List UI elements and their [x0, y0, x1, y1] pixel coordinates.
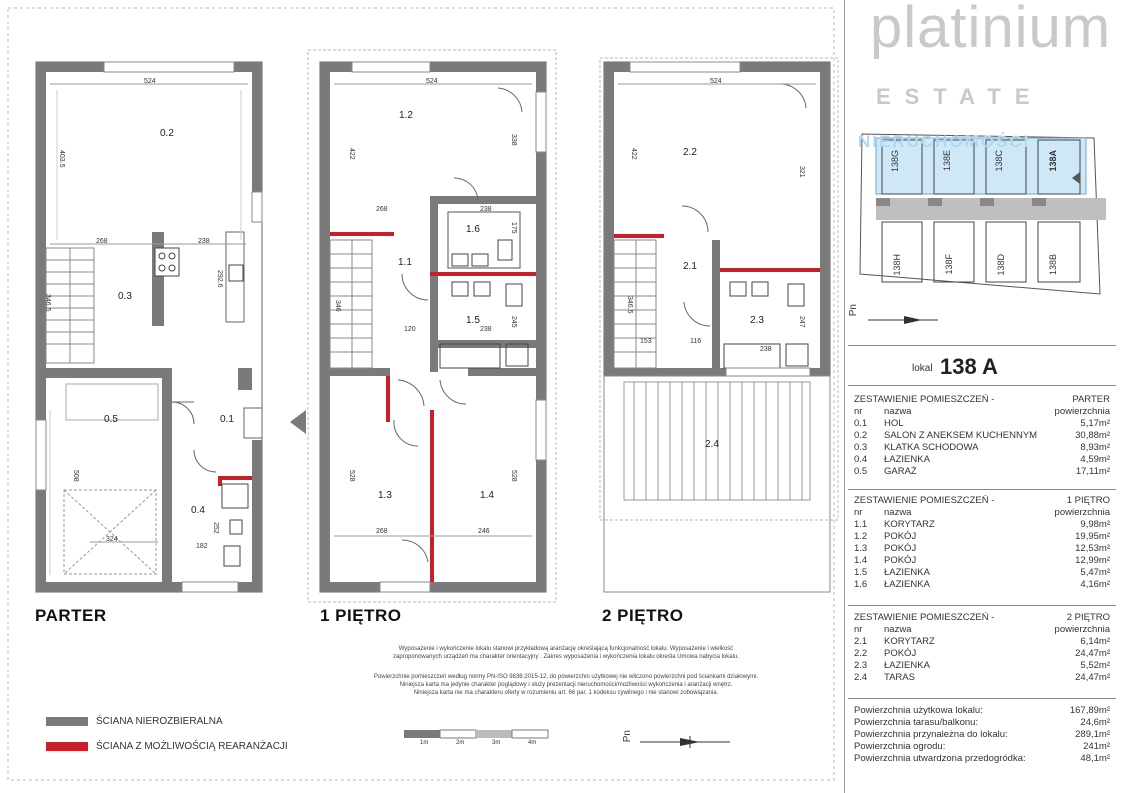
table-row: [848, 466, 1116, 478]
summary-row: [848, 741, 1116, 753]
room-label: 0.4: [191, 505, 205, 516]
table-cell: POKÓJ: [884, 531, 917, 542]
table-cell: Powierzchnia ogrodu:: [854, 741, 946, 752]
table-cell: 24,6m²: [1080, 717, 1110, 728]
room-label: 1.3: [378, 490, 392, 501]
table-cell: 2.3: [854, 660, 868, 671]
dimension-label: 268: [376, 206, 388, 213]
room-label: 2.4: [705, 439, 719, 450]
table-row: [848, 648, 1116, 660]
logo-subtitle: ESTATE: [876, 84, 1044, 109]
dimension-label: 238: [480, 326, 492, 333]
table-cell: ŁAZIENKA: [884, 567, 930, 578]
table-cell: 30,88m²: [1075, 430, 1110, 441]
dimension-label: 321: [798, 166, 805, 178]
table-cell: KORYTARZ: [884, 519, 935, 530]
room-label: 1.4: [480, 490, 494, 501]
dimension-label: 238: [480, 206, 492, 213]
floor-title-parter: PARTER: [35, 606, 107, 625]
table-cell: 1.3: [854, 543, 868, 554]
table-row: [848, 567, 1116, 579]
dimension-label: 338: [510, 134, 517, 146]
dimension-label: 246: [478, 528, 490, 535]
table-cell: 5,47m²: [1080, 567, 1110, 578]
north-label: Pn: [622, 730, 633, 743]
table-cell: 241m²: [1083, 741, 1110, 752]
north-arrow-icon: [640, 736, 730, 748]
table-cell: nr: [854, 507, 863, 518]
table-cell: POKÓJ: [884, 648, 917, 659]
dimension-label: 528: [510, 470, 517, 482]
room-label: 1.6: [466, 224, 480, 235]
rooms-table-pietro2: [848, 612, 1116, 684]
table-row: [848, 672, 1116, 684]
dimension-label: 247: [798, 316, 805, 328]
scale-label: 1m: [420, 740, 429, 746]
summary-row: [848, 753, 1116, 765]
legend-label-red: ŚCIANA Z MOŻLIWOŚCIĄ REARANŻACJI: [96, 741, 288, 752]
table-cell: 12,99m²: [1075, 555, 1110, 566]
legend-label-grey: ŚCIANA NIEROZBIERALNA: [96, 716, 223, 727]
table-row: [848, 555, 1116, 567]
site-unit-label: 138C: [994, 150, 1004, 172]
table-header: [848, 612, 1116, 624]
table-cell: 17,11m²: [1075, 466, 1110, 477]
floor-title-pietro1: 1 PIĘTRO: [320, 606, 402, 625]
table-cell: Powierzchnia tarasu/balkonu:: [854, 717, 979, 728]
room-label: 0.3: [118, 291, 132, 302]
site-unit-label: 138H: [892, 254, 902, 276]
table-cell: 0.5: [854, 466, 868, 477]
divider: [848, 385, 1116, 386]
table-cell: POKÓJ: [884, 555, 917, 566]
table-header: [848, 624, 1116, 636]
plan-border: [8, 8, 834, 780]
divider: [848, 345, 1116, 346]
table-cell: 2.1: [854, 636, 868, 647]
scale-bar: [404, 730, 548, 738]
table-cell: 2 PIĘTRO: [1066, 612, 1110, 623]
rooms-table-parter: [848, 394, 1116, 478]
table-cell: SALON Z ANEKSEM KUCHENNYM: [884, 430, 1038, 441]
table-cell: 167,89m²: [1069, 705, 1110, 716]
dimension-label: 292.6: [216, 270, 223, 288]
table-cell: 1.6: [854, 579, 868, 590]
logo-wordmark: platinium: [870, 0, 1112, 60]
summary-row: [848, 717, 1116, 729]
table-cell: PARTER: [1072, 394, 1110, 405]
disclaimer-note: Powierzchnie pomieszczeń według normy PN-ISO 9836:2015-12, do powierzchni użytkowej nie wliczono powierzchni pod ściankami działowymi. Niniejsza karta ma jedynie charakter poglądowy i służy prezentacji nieruchomości/możliwości wykończenia i aranżacji wnętrz. Niniejsza karta nie ma charakteru oferty w rozumieniu art. 66 par. 1 kodeksu cywilnego i nie stanowi zobowiązania.: [373, 674, 759, 696]
table-row: [848, 442, 1116, 454]
dimension-label: 524: [710, 78, 722, 85]
table-cell: 1.4: [854, 555, 868, 566]
table-cell: ZESTAWIENIE POMIESZCZEŃ -: [854, 612, 995, 623]
dimension-label: 528: [348, 470, 355, 482]
table-cell: nazwa: [884, 406, 912, 417]
table-cell: 4,16m²: [1080, 579, 1110, 590]
table-cell: powierzchnia: [1054, 624, 1110, 635]
table-cell: Powierzchnia przynależna do lokalu:: [854, 729, 1008, 740]
table-row: [848, 543, 1116, 555]
dimension-label: 524: [426, 78, 438, 85]
table-row: [848, 531, 1116, 543]
room-label: 2.1: [683, 261, 697, 272]
table-cell: 1.2: [854, 531, 868, 542]
table-row: [848, 579, 1116, 591]
room-label: 1.2: [399, 110, 413, 121]
table-cell: 1.5: [854, 567, 868, 578]
dimension-label: 422: [348, 148, 355, 160]
table-cell: 19,95m²: [1075, 531, 1110, 542]
table-cell: Powierzchnia utwardzona przedogródka:: [854, 753, 1026, 764]
dimension-label: 508: [72, 470, 79, 482]
table-cell: ŁAZIENKA: [884, 579, 930, 590]
logo-tagline: NIERUCHOMOŚCI: [858, 132, 1031, 151]
room-label: 0.2: [160, 128, 174, 139]
plan-pietro1: [308, 50, 556, 602]
table-cell: 5,52m²: [1080, 660, 1110, 671]
table-cell: 5,17m²: [1080, 418, 1110, 429]
dimension-label: 245: [510, 316, 517, 328]
scale-label: 4m: [528, 740, 537, 746]
table-header: [848, 495, 1116, 507]
dimension-label: 524: [144, 78, 156, 85]
table-row: [848, 454, 1116, 466]
disclaimer-note: Wyposażenie i wykończenie lokalu stanowi przykładową aranżację określającą funkcjonalność lokalu. Wyposażenie i wielkość zaproponowanych urządzeń ma charakter orientacyjny . Zakres wyposażenia i wykończenia lokalu określa Umowa nabycia lokalu.: [393, 646, 739, 660]
table-row: [848, 660, 1116, 672]
scale-label: 3m: [492, 740, 501, 746]
room-label: 2.2: [683, 147, 697, 158]
divider: [848, 489, 1116, 490]
dimension-label: 403.5: [58, 150, 65, 168]
table-cell: nr: [854, 406, 863, 417]
legend-swatch-grey: [46, 717, 88, 726]
dimension-label: 238: [760, 346, 772, 353]
table-cell: 2.2: [854, 648, 868, 659]
table-cell: ŁAZIENKA: [884, 454, 930, 465]
table-cell: 4,59m²: [1080, 454, 1110, 465]
dimension-label: 120: [404, 326, 416, 333]
room-label: 2.3: [750, 315, 764, 326]
table-cell: KLATKA SCHODOWA: [884, 442, 979, 453]
room-label: 1.5: [466, 315, 480, 326]
table-cell: 8,93m²: [1080, 442, 1110, 453]
room-label: 1.1: [398, 257, 412, 268]
table-header: [848, 406, 1116, 418]
site-unit-label: 138G: [890, 150, 900, 173]
table-cell: nr: [854, 624, 863, 635]
table-cell: powierzchnia: [1054, 507, 1110, 518]
unit-number: 138 A: [940, 354, 998, 379]
dimension-label: 238: [198, 238, 210, 245]
room-label: 0.1: [220, 414, 234, 425]
site-unit-label: 138F: [944, 254, 954, 275]
area-summary: [848, 705, 1116, 765]
table-cell: 6,14m²: [1080, 636, 1110, 647]
table-row: [848, 430, 1116, 442]
table-cell: 24,47m²: [1075, 672, 1110, 683]
table-cell: ŁAZIENKA: [884, 660, 930, 671]
dimension-label: 175: [510, 222, 517, 234]
unit-prefix: lokal: [912, 363, 933, 374]
table-cell: KORYTARZ: [884, 636, 935, 647]
table-cell: 0.1: [854, 418, 868, 429]
table-cell: 1 PIĘTRO: [1066, 495, 1110, 506]
scale-label: 2m: [456, 740, 465, 746]
dimension-label: 153: [640, 338, 652, 345]
table-row: [848, 418, 1116, 430]
dimension-label: 422: [630, 148, 637, 160]
room-label: 0.5: [104, 414, 118, 425]
table-cell: 0.2: [854, 430, 868, 441]
table-cell: 12,53m²: [1075, 543, 1110, 554]
dimension-label: 268: [376, 528, 388, 535]
table-cell: nazwa: [884, 507, 912, 518]
dimension-label: 268: [96, 238, 108, 245]
table-cell: 9,98m²: [1080, 519, 1110, 530]
table-cell: 1.1: [854, 519, 868, 530]
site-north-label: Pn: [848, 304, 859, 317]
entrance-arrow-icon: [290, 410, 306, 434]
table-cell: HOL: [884, 418, 904, 429]
table-cell: 24,47m²: [1075, 648, 1110, 659]
table-cell: TARAS: [884, 672, 915, 683]
summary-row: [848, 729, 1116, 741]
table-cell: ZESTAWIENIE POMIESZCZEŃ -: [854, 495, 995, 506]
floor-title-pietro2: 2 PIĘTRO: [602, 606, 684, 625]
table-cell: ZESTAWIENIE POMIESZCZEŃ -: [854, 394, 995, 405]
table-cell: 0.3: [854, 442, 868, 453]
table-cell: POKÓJ: [884, 543, 917, 554]
table-cell: Powierzchnia użytkowa lokalu:: [854, 705, 983, 716]
table-cell: 289,1m²: [1075, 729, 1110, 740]
divider: [848, 698, 1116, 699]
table-row: [848, 519, 1116, 531]
dimension-label: 346.5: [44, 294, 51, 312]
table-cell: 2.4: [854, 672, 868, 683]
dimension-label: 252: [212, 522, 219, 534]
table-cell: 0.4: [854, 454, 868, 465]
dimension-label: 324: [106, 536, 118, 543]
site-unit-label: 138E: [942, 150, 952, 172]
table-cell: nazwa: [884, 624, 912, 635]
divider: [848, 605, 1116, 606]
table-cell: 48,1m²: [1080, 753, 1110, 764]
table-row: [848, 636, 1116, 648]
rooms-table-pietro1: [848, 495, 1116, 591]
site-plan: [848, 124, 1118, 334]
site-unit-label: 138B: [1048, 254, 1058, 276]
dimension-label: 182: [196, 543, 208, 550]
site-unit-label-selected: 138A: [1048, 150, 1058, 172]
dimension-label: 346: [334, 300, 341, 312]
summary-row: [848, 705, 1116, 717]
plan-parter: [36, 62, 306, 592]
dimension-label: 346.5: [626, 296, 633, 314]
site-unit-label: 138D: [996, 254, 1006, 276]
table-header: [848, 394, 1116, 406]
legend-swatch-red: [46, 742, 88, 751]
table-cell: powierzchnia: [1054, 406, 1110, 417]
table-header: [848, 507, 1116, 519]
dimension-label: 116: [690, 338, 702, 345]
table-cell: GARAŻ: [884, 466, 917, 477]
